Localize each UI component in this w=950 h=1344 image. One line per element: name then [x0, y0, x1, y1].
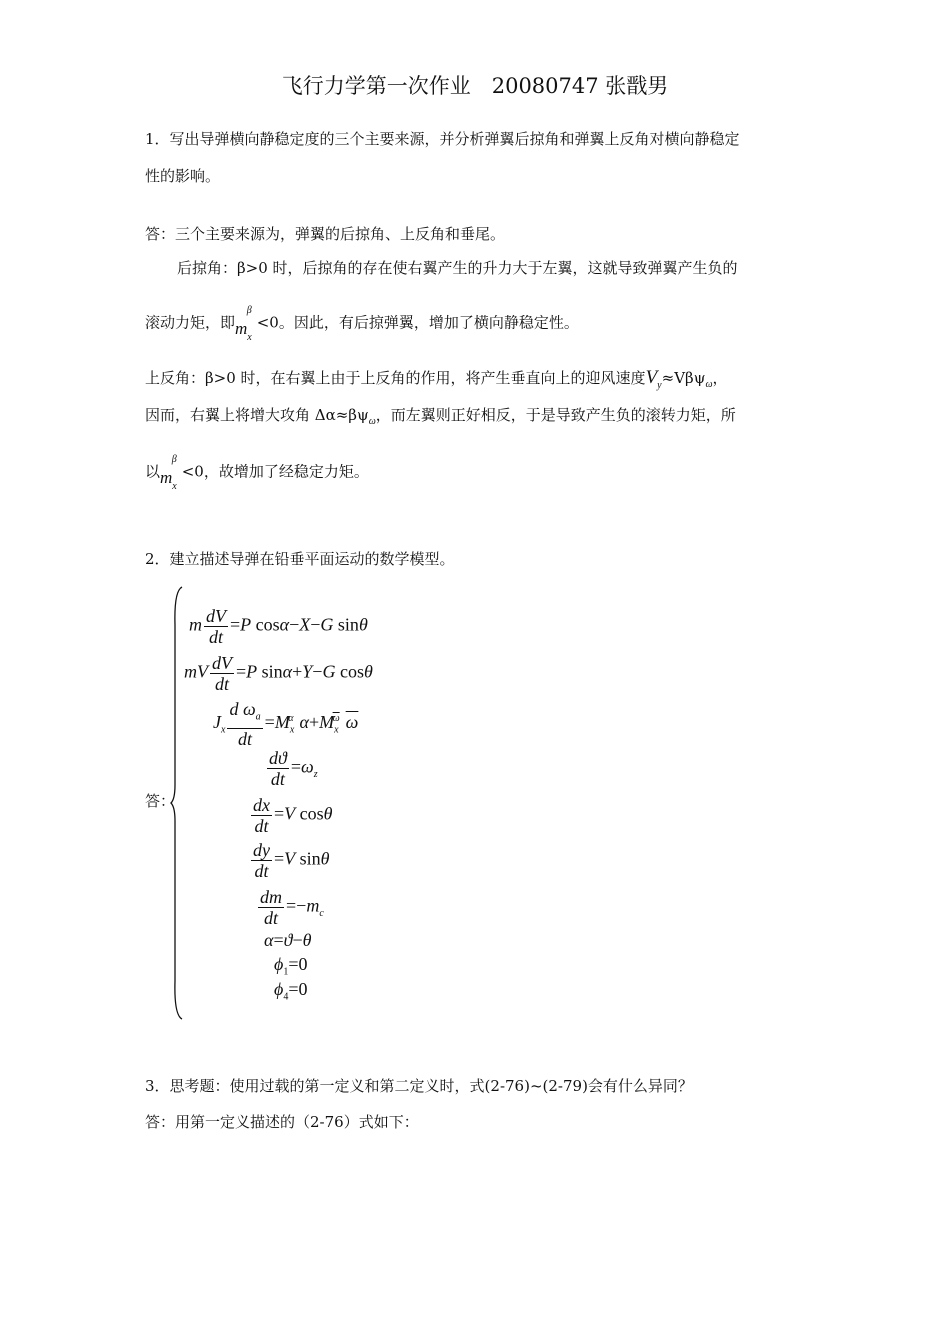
q1-sweep-line2-pre: 滚动力矩，即 [145, 313, 236, 332]
equation-7: $\frac{dm}{dt}$ $=-m_c$ [260, 887, 324, 928]
q1-question-line2: 性的影响。 [145, 167, 221, 185]
q1-dihedral-line2 [145, 405, 736, 432]
q1-dihedral-line1 [145, 368, 728, 396]
roll-derivative-symbol-2: $m_x^\beta$ [160, 454, 177, 493]
q1-dihedral-line3 [145, 454, 369, 493]
q1-sweep-line1: 后掠角：β>0 时，后掠角的存在使右翼产生的升力大于左翼，这就导致弹翼产生负的 [177, 259, 738, 277]
q1-answer-intro: 答：三个主要来源为，弹翼的后掠角、上反角和垂尾。 [145, 225, 506, 243]
left-brace [170, 585, 184, 1021]
velocity-symbol: $V_y$ [645, 367, 662, 391]
equation-9: $\phi_1=0$ [274, 954, 308, 978]
q1-dihedral-line1-end: ， [712, 369, 728, 387]
q1-dihedral-line1-post: ≈Vβψ [661, 369, 706, 387]
equation-6: $\frac{dy}{dt}$ =V sinθ [253, 840, 330, 881]
roll-derivative-symbol: $m_x^\beta$ [235, 305, 252, 344]
q1-dihedral-line3-pre: 以 [145, 462, 161, 481]
page-title: 飞行力学第一次作业 20080747 张戬男 [281, 74, 669, 98]
q1-dihedral-line2-post: ，而左翼则正好相反，于是导致产生负的滚转力矩，所 [375, 406, 736, 424]
equation-5: $\frac{dx}{dt}$ =V cosθ [253, 795, 333, 836]
q2-answer-label: 答： [145, 792, 176, 810]
q1-sweep-line2-post: <0。因此，有后掠弹翼，增加了横向静稳定性。 [256, 313, 579, 332]
equation-4: $\frac{dϑ}{dt}$ $=\omega_z$ [269, 748, 318, 789]
q2-question: 2．建立描述导弹在铅垂平面运动的数学模型。 [145, 550, 455, 568]
equation-3: $J_x$ $\frac{d \omega_a}{dt}$ $=M_x^\alpha$ $\alpha+M_x^{\overline{\omega}}$ $\overline{\omega}$ [213, 699, 359, 749]
equation-1: m $\frac{dV}{dt}$ =P cosα−X−G sinθ [189, 606, 368, 647]
q1-question-line1: 1．写出导弹横向静稳定度的三个主要来源，并分析弹翼后掠角和弹翼上反角对横向静稳定 [145, 130, 740, 148]
q1-dihedral-line3-post: <0，故增加了经稳定力矩。 [181, 462, 369, 481]
q1-dihedral-line1-pre: 上反角：β>0 时，在右翼上由于上反角的作用，将产生垂直向上的迎风速度 [145, 369, 646, 387]
equation-2: mV $\frac{dV}{dt}$ =P sinα+Y−G cosθ [184, 653, 373, 694]
q3-question: 3．思考题：使用过载的第一定义和第二定义时，式(2-76)~(2-79)会有什么异同？ [145, 1077, 693, 1095]
q1-dihedral-line2-pre: 因而，右翼上将增大攻角 Δα≈βψ [145, 406, 369, 424]
omega-subscript-2: ω [368, 416, 376, 427]
equation-8: α=ϑ−θ [264, 930, 312, 950]
q3-answer: 答：用第一定义描述的（2-76）式如下： [145, 1113, 419, 1131]
omega-subscript: ω [705, 379, 713, 390]
q1-sweep-line2 [145, 305, 579, 344]
equation-10: $\phi_4=0$ [274, 979, 308, 1003]
